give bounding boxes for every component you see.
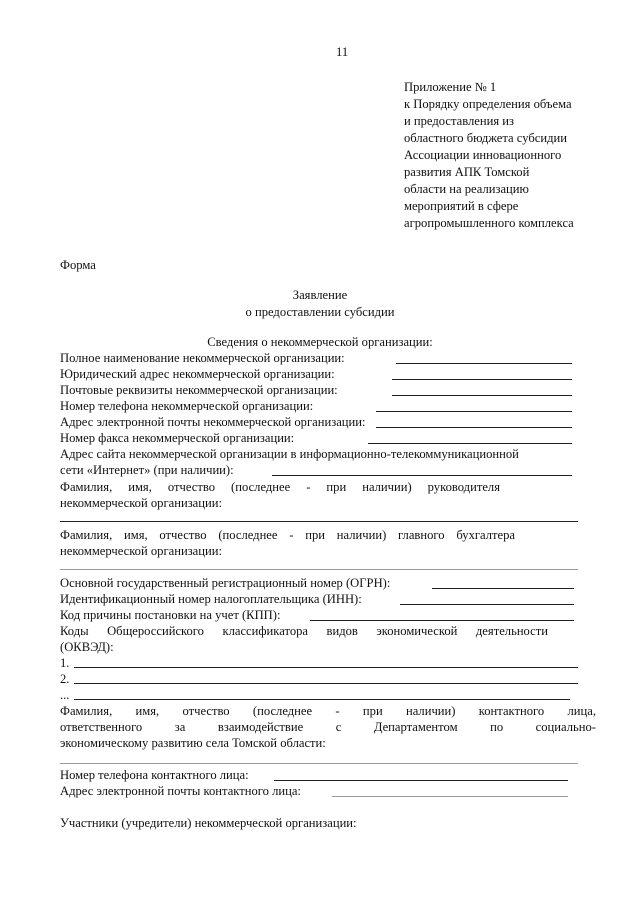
postal-details-field[interactable] <box>392 395 572 396</box>
okved-label: Коды Общероссийского классификатора видов экономической деятельности <box>60 624 548 638</box>
okved-label-cont: (ОКВЭД): <box>60 640 114 654</box>
form-label: Форма <box>60 258 96 272</box>
contact-email-field[interactable] <box>332 796 568 797</box>
inn-field[interactable] <box>400 604 574 605</box>
contact-email-label: Адрес электронной почты контактного лица: <box>60 784 301 798</box>
okved-item-number: 1. <box>60 656 70 670</box>
postal-details-label: Почтовые реквизиты некоммерческой организации: <box>60 383 338 397</box>
contact-label: Фамилия, имя, отчество (последнее - при наличии) контактного лица, <box>60 704 596 718</box>
appendix-line: областного бюджета субсидии <box>404 131 567 145</box>
okved-field-2[interactable] <box>74 683 578 684</box>
phone-label: Номер телефона некоммерческой организации: <box>60 399 314 413</box>
contact-phone-field[interactable] <box>274 780 568 781</box>
contact-field[interactable] <box>60 763 578 764</box>
appendix-line: и предоставления из <box>404 114 514 128</box>
ogrn-field[interactable] <box>432 588 574 589</box>
okved-field-1[interactable] <box>74 667 578 668</box>
website-label: Адрес сайта некоммерческой организации в информационно-телекоммуникационной <box>60 447 519 461</box>
website-field[interactable] <box>272 475 572 476</box>
appendix-line: развития АПК Томской <box>404 165 530 179</box>
okved-field-more[interactable] <box>74 699 570 700</box>
email-label: Адрес электронной почты некоммерческой организации: <box>60 415 366 429</box>
okved-item-number: 2. <box>60 672 70 686</box>
kpp-field[interactable] <box>310 620 574 621</box>
appendix-line: мероприятий в сфере <box>404 199 519 213</box>
contact-phone-label: Номер телефона контактного лица: <box>60 768 249 782</box>
ogrn-label: Основной государственный регистрационный номер (ОГРН): <box>60 576 391 590</box>
legal-address-field[interactable] <box>392 379 572 380</box>
website-label-cont: сети «Интернет» (при наличии): <box>60 463 234 477</box>
participants-heading: Участники (учредители) некоммерческой организации: <box>60 816 357 830</box>
appendix-line: агропромышленного комплекса <box>404 216 574 230</box>
contact-label-cont2: экономическому развитию села Томской области: <box>60 736 326 750</box>
legal-address-label: Юридический адрес некоммерческой организации: <box>60 367 335 381</box>
contact-label-cont: ответственного за взаимодействие с Департаментом по социально- <box>60 720 596 734</box>
appendix-line: к Порядку определения объема <box>404 97 572 111</box>
head-label-cont: некоммерческой организации: <box>60 496 222 510</box>
full-name-label: Полное наименование некоммерческой организации: <box>60 351 345 365</box>
accountant-label: Фамилия, имя, отчество (последнее - при наличии) главного бухгалтера <box>60 528 515 542</box>
inn-label: Идентификационный номер налогоплательщика (ИНН): <box>60 592 362 606</box>
kpp-label: Код причины постановки на учет (КПП): <box>60 608 281 622</box>
fax-label: Номер факса некоммерческой организации: <box>60 431 295 445</box>
phone-field[interactable] <box>376 411 572 412</box>
email-field[interactable] <box>376 427 572 428</box>
document-subtitle: о предоставлении субсидии <box>245 305 395 319</box>
document-title: Заявление <box>292 288 348 302</box>
appendix-line: Ассоциации инновационного <box>404 148 562 162</box>
fax-field[interactable] <box>368 443 572 444</box>
accountant-field[interactable] <box>60 569 578 570</box>
head-label: Фамилия, имя, отчество (последнее - при наличии) руководителя <box>60 480 500 494</box>
accountant-label-cont: некоммерческой организации: <box>60 544 222 558</box>
okved-item-number: ... <box>60 688 70 702</box>
section-heading: Сведения о некоммерческой организации: <box>207 335 433 349</box>
page-number: 11 <box>336 45 349 59</box>
head-field[interactable] <box>60 521 578 522</box>
full-name-field[interactable] <box>396 363 572 364</box>
appendix-line: Приложение № 1 <box>404 80 497 94</box>
appendix-line: области на реализацию <box>404 182 529 196</box>
